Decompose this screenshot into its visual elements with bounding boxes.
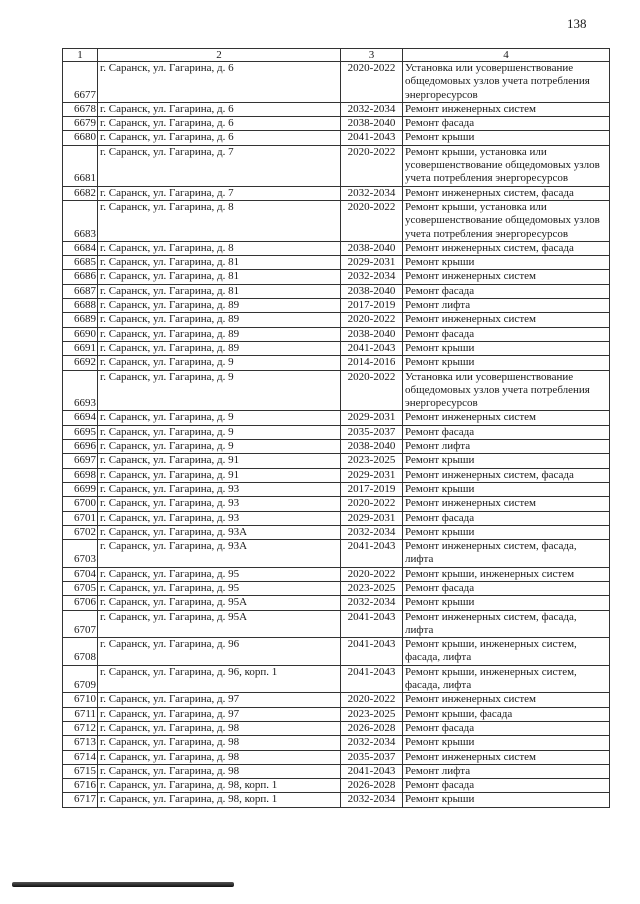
period-cell: 2041-2043 <box>341 341 403 355</box>
row-number-cell: 6696 <box>63 440 98 454</box>
address-cell: г. Саранск, ул. Гагарина, д. 95 <box>98 581 341 595</box>
period-cell: 2032-2034 <box>341 270 403 284</box>
table-row <box>63 313 610 327</box>
period-cell: 2032-2034 <box>341 596 403 610</box>
period-cell: 2038-2040 <box>341 327 403 341</box>
page-number: 138 <box>567 16 587 31</box>
row-number-cell: 6678 <box>63 102 98 116</box>
period-cell: 2041-2043 <box>341 610 403 638</box>
period-cell: 2029-2031 <box>341 411 403 425</box>
address-cell: г. Саранск, ул. Гагарина, д. 89 <box>98 327 341 341</box>
row-number-cell: 6683 <box>63 200 98 241</box>
period-cell: 2023-2025 <box>341 454 403 468</box>
address-cell: г. Саранск, ул. Гагарина, д. 93 <box>98 482 341 496</box>
table-row <box>63 511 610 525</box>
table-row <box>63 327 610 341</box>
row-number-cell: 6681 <box>63 145 98 186</box>
table-row <box>63 425 610 439</box>
address-cell: г. Саранск, ул. Гагарина, д. 93 <box>98 497 341 511</box>
table-row <box>63 356 610 370</box>
period-cell: 2041-2043 <box>341 131 403 145</box>
scan-edge-mark <box>12 882 234 887</box>
work-type-cell: Ремонт инженерных систем, фасада <box>403 186 610 200</box>
address-cell: г. Саранск, ул. Гагарина, д. 95А <box>98 596 341 610</box>
row-number-cell: 6707 <box>63 610 98 638</box>
table-row <box>63 370 610 411</box>
row-number-cell: 6690 <box>63 327 98 341</box>
table-row <box>63 750 610 764</box>
table-body <box>63 62 610 808</box>
row-number-cell: 6686 <box>63 270 98 284</box>
table-row <box>63 567 610 581</box>
period-cell: 2038-2040 <box>341 117 403 131</box>
period-cell: 2026-2028 <box>341 721 403 735</box>
work-type-cell: Ремонт крыши <box>403 454 610 468</box>
table-row <box>63 581 610 595</box>
table-row <box>63 736 610 750</box>
period-cell: 2020-2022 <box>341 497 403 511</box>
row-number-cell: 6685 <box>63 256 98 270</box>
period-cell: 2020-2022 <box>341 145 403 186</box>
table-row <box>63 200 610 241</box>
work-type-cell: Установка или усовершенствование общедомовых узлов учета потребления энергоресурсов <box>403 370 610 411</box>
row-number-cell: 6704 <box>63 567 98 581</box>
work-type-cell: Ремонт крыши <box>403 482 610 496</box>
work-type-cell: Ремонт инженерных систем <box>403 411 610 425</box>
address-cell: г. Саранск, ул. Гагарина, д. 81 <box>98 284 341 298</box>
address-cell: г. Саранск, ул. Гагарина, д. 81 <box>98 270 341 284</box>
column-header-number: 1 <box>63 49 98 62</box>
period-cell: 2038-2040 <box>341 241 403 255</box>
table-row <box>63 186 610 200</box>
address-cell: г. Саранск, ул. Гагарина, д. 8 <box>98 241 341 255</box>
row-number-cell: 6695 <box>63 425 98 439</box>
work-type-cell: Ремонт крыши <box>403 356 610 370</box>
row-number-cell: 6715 <box>63 764 98 778</box>
address-cell: г. Саранск, ул. Гагарина, д. 98, корп. 1 <box>98 779 341 793</box>
column-header-work: 4 <box>403 49 610 62</box>
column-header-period: 3 <box>341 49 403 62</box>
row-number-cell: 6677 <box>63 62 98 103</box>
column-header-address: 2 <box>98 49 341 62</box>
table-row <box>63 241 610 255</box>
period-cell: 2041-2043 <box>341 638 403 666</box>
period-cell: 2017-2019 <box>341 482 403 496</box>
work-type-cell: Ремонт крыши, установка или усовершенствование общедомовых узлов учета потребления энергоресурсов <box>403 145 610 186</box>
period-cell: 2032-2034 <box>341 102 403 116</box>
row-number-cell: 6702 <box>63 525 98 539</box>
address-cell: г. Саранск, ул. Гагарина, д. 98 <box>98 721 341 735</box>
document-table-container <box>62 48 609 808</box>
work-type-cell: Ремонт инженерных систем, фасада, лифта <box>403 610 610 638</box>
work-type-cell: Ремонт фасада <box>403 117 610 131</box>
address-cell: г. Саранск, ул. Гагарина, д. 7 <box>98 186 341 200</box>
table-row <box>63 468 610 482</box>
address-cell: г. Саранск, ул. Гагарина, д. 6 <box>98 102 341 116</box>
work-type-cell: Ремонт фасада <box>403 779 610 793</box>
period-cell: 2020-2022 <box>341 567 403 581</box>
address-cell: г. Саранск, ул. Гагарина, д. 9 <box>98 411 341 425</box>
row-number-cell: 6682 <box>63 186 98 200</box>
address-cell: г. Саранск, ул. Гагарина, д. 98 <box>98 736 341 750</box>
table-row <box>63 610 610 638</box>
table-row <box>63 596 610 610</box>
address-cell: г. Саранск, ул. Гагарина, д. 89 <box>98 299 341 313</box>
address-cell: г. Саранск, ул. Гагарина, д. 7 <box>98 145 341 186</box>
row-number-cell: 6705 <box>63 581 98 595</box>
work-type-cell: Установка или усовершенствование общедомовых узлов учета потребления энергоресурсов <box>403 62 610 103</box>
address-cell: г. Саранск, ул. Гагарина, д. 81 <box>98 256 341 270</box>
address-cell: г. Саранск, ул. Гагарина, д. 97 <box>98 707 341 721</box>
period-cell: 2029-2031 <box>341 468 403 482</box>
address-cell: г. Саранск, ул. Гагарина, д. 93 <box>98 511 341 525</box>
work-type-cell: Ремонт крыши <box>403 131 610 145</box>
work-type-cell: Ремонт лифта <box>403 764 610 778</box>
table-row <box>63 270 610 284</box>
work-type-cell: Ремонт крыши, инженерных систем, фасада, лифта <box>403 638 610 666</box>
work-type-cell: Ремонт фасада <box>403 284 610 298</box>
address-cell: г. Саранск, ул. Гагарина, д. 95 <box>98 567 341 581</box>
address-cell: г. Саранск, ул. Гагарина, д. 9 <box>98 370 341 411</box>
address-cell: г. Саранск, ул. Гагарина, д. 93А <box>98 540 341 568</box>
period-cell: 2020-2022 <box>341 370 403 411</box>
work-type-cell: Ремонт крыши, инженерных систем, фасада, лифта <box>403 665 610 693</box>
address-cell: г. Саранск, ул. Гагарина, д. 6 <box>98 131 341 145</box>
work-type-cell: Ремонт инженерных систем, фасада, лифта <box>403 540 610 568</box>
work-type-cell: Ремонт фасада <box>403 327 610 341</box>
table-row <box>63 540 610 568</box>
table-row <box>63 102 610 116</box>
table-row <box>63 341 610 355</box>
period-cell: 2032-2034 <box>341 525 403 539</box>
row-number-cell: 6697 <box>63 454 98 468</box>
table-row <box>63 707 610 721</box>
row-number-cell: 6703 <box>63 540 98 568</box>
row-number-cell: 6710 <box>63 693 98 707</box>
table-row <box>63 665 610 693</box>
work-type-cell: Ремонт фасада <box>403 425 610 439</box>
work-type-cell: Ремонт крыши, фасада <box>403 707 610 721</box>
address-cell: г. Саранск, ул. Гагарина, д. 9 <box>98 356 341 370</box>
row-number-cell: 6689 <box>63 313 98 327</box>
repair-schedule-table <box>62 48 610 808</box>
row-number-cell: 6699 <box>63 482 98 496</box>
period-cell: 2032-2034 <box>341 793 403 807</box>
row-number-cell: 6712 <box>63 721 98 735</box>
address-cell: г. Саранск, ул. Гагарина, д. 96, корп. 1 <box>98 665 341 693</box>
row-number-cell: 6680 <box>63 131 98 145</box>
work-type-cell: Ремонт крыши <box>403 793 610 807</box>
row-number-cell: 6698 <box>63 468 98 482</box>
row-number-cell: 6701 <box>63 511 98 525</box>
period-cell: 2035-2037 <box>341 750 403 764</box>
table-row <box>63 131 610 145</box>
table-row <box>63 299 610 313</box>
table-row <box>63 145 610 186</box>
row-number-cell: 6688 <box>63 299 98 313</box>
work-type-cell: Ремонт крыши, установка или усовершенствование общедомовых узлов учета потребления энергоресурсов <box>403 200 610 241</box>
address-cell: г. Саранск, ул. Гагарина, д. 93А <box>98 525 341 539</box>
work-type-cell: Ремонт фасада <box>403 721 610 735</box>
work-type-cell: Ремонт инженерных систем <box>403 497 610 511</box>
work-type-cell: Ремонт крыши <box>403 341 610 355</box>
period-cell: 2020-2022 <box>341 62 403 103</box>
row-number-cell: 6692 <box>63 356 98 370</box>
address-cell: г. Саранск, ул. Гагарина, д. 98 <box>98 750 341 764</box>
address-cell: г. Саранск, ул. Гагарина, д. 8 <box>98 200 341 241</box>
row-number-cell: 6711 <box>63 707 98 721</box>
period-cell: 2038-2040 <box>341 440 403 454</box>
work-type-cell: Ремонт крыши <box>403 736 610 750</box>
work-type-cell: Ремонт инженерных систем, фасада <box>403 241 610 255</box>
work-type-cell: Ремонт фасада <box>403 581 610 595</box>
table-row <box>63 454 610 468</box>
row-number-cell: 6691 <box>63 341 98 355</box>
period-cell: 2041-2043 <box>341 540 403 568</box>
row-number-cell: 6716 <box>63 779 98 793</box>
address-cell: г. Саранск, ул. Гагарина, д. 96 <box>98 638 341 666</box>
period-cell: 2017-2019 <box>341 299 403 313</box>
period-cell: 2041-2043 <box>341 764 403 778</box>
period-cell: 2032-2034 <box>341 736 403 750</box>
row-number-cell: 6713 <box>63 736 98 750</box>
table-row <box>63 779 610 793</box>
table-row <box>63 497 610 511</box>
address-cell: г. Саранск, ул. Гагарина, д. 89 <box>98 341 341 355</box>
work-type-cell: Ремонт крыши, инженерных систем <box>403 567 610 581</box>
work-type-cell: Ремонт инженерных систем <box>403 313 610 327</box>
period-cell: 2029-2031 <box>341 511 403 525</box>
work-type-cell: Ремонт инженерных систем, фасада <box>403 468 610 482</box>
address-cell: г. Саранск, ул. Гагарина, д. 91 <box>98 454 341 468</box>
period-cell: 2020-2022 <box>341 313 403 327</box>
work-type-cell: Ремонт крыши <box>403 596 610 610</box>
address-cell: г. Саранск, ул. Гагарина, д. 6 <box>98 62 341 103</box>
row-number-cell: 6693 <box>63 370 98 411</box>
address-cell: г. Саранск, ул. Гагарина, д. 89 <box>98 313 341 327</box>
work-type-cell: Ремонт лифта <box>403 299 610 313</box>
period-cell: 2023-2025 <box>341 581 403 595</box>
row-number-cell: 6709 <box>63 665 98 693</box>
address-cell: г. Саранск, ул. Гагарина, д. 9 <box>98 440 341 454</box>
work-type-cell: Ремонт крыши <box>403 256 610 270</box>
work-type-cell: Ремонт инженерных систем <box>403 270 610 284</box>
period-cell: 2020-2022 <box>341 200 403 241</box>
address-cell: г. Саранск, ул. Гагарина, д. 98 <box>98 764 341 778</box>
address-cell: г. Саранск, ул. Гагарина, д. 98, корп. 1 <box>98 793 341 807</box>
table-row <box>63 256 610 270</box>
table-row <box>63 411 610 425</box>
work-type-cell: Ремонт крыши <box>403 525 610 539</box>
address-cell: г. Саранск, ул. Гагарина, д. 6 <box>98 117 341 131</box>
row-number-cell: 6708 <box>63 638 98 666</box>
table-row <box>63 525 610 539</box>
row-number-cell: 6706 <box>63 596 98 610</box>
address-cell: г. Саранск, ул. Гагарина, д. 95А <box>98 610 341 638</box>
table-row <box>63 793 610 807</box>
period-cell: 2032-2034 <box>341 186 403 200</box>
table-row <box>63 117 610 131</box>
table-row <box>63 693 610 707</box>
table-row <box>63 284 610 298</box>
row-number-cell: 6679 <box>63 117 98 131</box>
address-cell: г. Саранск, ул. Гагарина, д. 97 <box>98 693 341 707</box>
period-cell: 2014-2016 <box>341 356 403 370</box>
row-number-cell: 6694 <box>63 411 98 425</box>
work-type-cell: Ремонт инженерных систем <box>403 750 610 764</box>
table-row <box>63 638 610 666</box>
period-cell: 2038-2040 <box>341 284 403 298</box>
table-row <box>63 440 610 454</box>
period-cell: 2026-2028 <box>341 779 403 793</box>
period-cell: 2029-2031 <box>341 256 403 270</box>
row-number-cell: 6717 <box>63 793 98 807</box>
period-cell: 2020-2022 <box>341 693 403 707</box>
row-number-cell: 6684 <box>63 241 98 255</box>
table-row <box>63 721 610 735</box>
work-type-cell: Ремонт лифта <box>403 440 610 454</box>
table-row <box>63 764 610 778</box>
table-row <box>63 62 610 103</box>
period-cell: 2035-2037 <box>341 425 403 439</box>
period-cell: 2041-2043 <box>341 665 403 693</box>
row-number-cell: 6714 <box>63 750 98 764</box>
address-cell: г. Саранск, ул. Гагарина, д. 91 <box>98 468 341 482</box>
row-number-cell: 6700 <box>63 497 98 511</box>
work-type-cell: Ремонт инженерных систем <box>403 693 610 707</box>
table-header-row <box>63 49 610 62</box>
work-type-cell: Ремонт инженерных систем <box>403 102 610 116</box>
row-number-cell: 6687 <box>63 284 98 298</box>
work-type-cell: Ремонт фасада <box>403 511 610 525</box>
address-cell: г. Саранск, ул. Гагарина, д. 9 <box>98 425 341 439</box>
period-cell: 2023-2025 <box>341 707 403 721</box>
table-row <box>63 482 610 496</box>
